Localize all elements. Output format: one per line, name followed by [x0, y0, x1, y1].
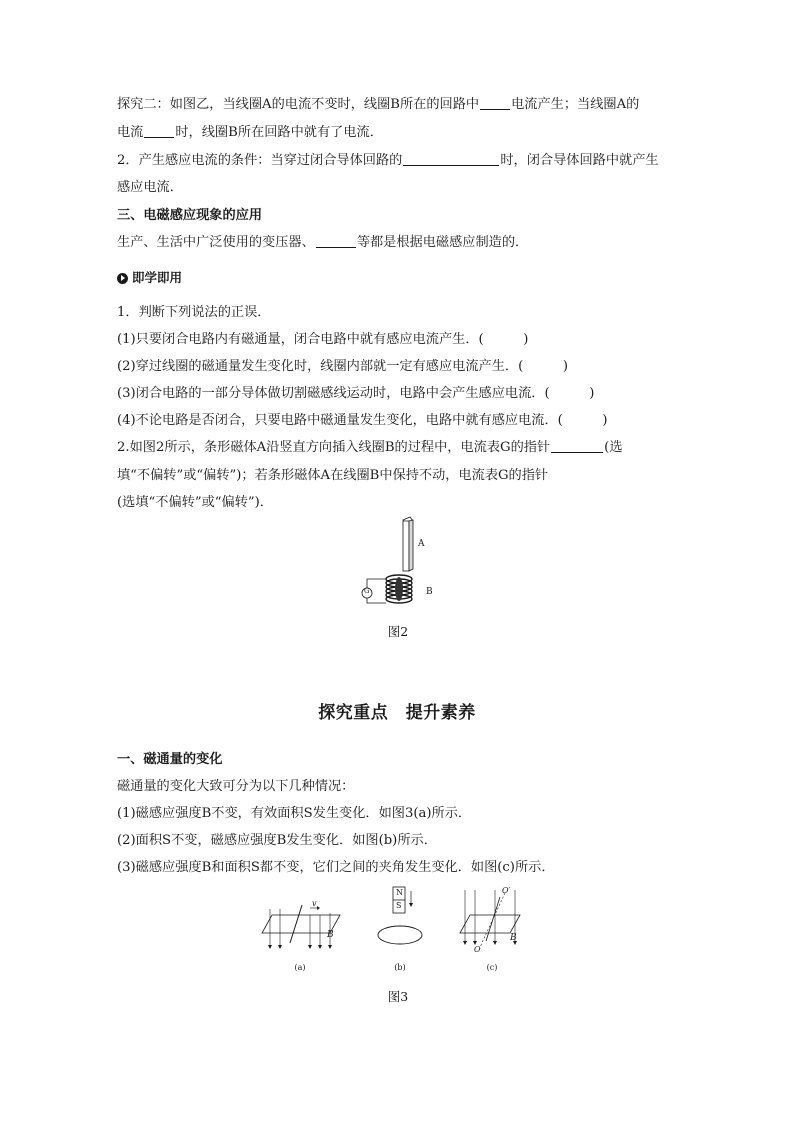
- text: (选: [604, 440, 623, 455]
- case-3: (3)磁感应强度B和面积S都不变，它们之间的夹角发生变化．如图(c)所示．: [117, 860, 555, 875]
- question-1-item-2: (2)穿过线圈的磁通量发生变化时，线圈内部就一定有感应电流产生．( ): [117, 359, 568, 374]
- text: 电流: [117, 125, 144, 140]
- case-1: (1)磁感应强度B不变，有效面积S发生变化．如图3(a)所示．: [117, 806, 472, 821]
- fig3c-label-o2: O: [474, 945, 481, 954]
- question-1-item-4: (4)不论电路是否闭合，只要电路中磁通量发生变化，电路中就有感应电流．( ): [117, 413, 608, 428]
- fig3a-label-b: B: [327, 930, 334, 940]
- fig2-caption: 图2: [387, 624, 409, 639]
- fig3a-label-v: v: [312, 899, 317, 908]
- fig3c-label-o1: O′: [502, 886, 511, 895]
- text: 电流产生；当线圈A的: [511, 97, 640, 112]
- answer-blank[interactable]: [144, 123, 174, 138]
- answer-blank[interactable]: [480, 95, 510, 110]
- answer-blank[interactable]: [551, 438, 603, 453]
- paragraph-condition-line1: [117, 151, 679, 171]
- play-circle-icon: [117, 273, 128, 284]
- figure-2-magnet-coil: [355, 515, 445, 615]
- case-2: (2)面积S不变，磁感应强度B发生变化．如图(b)所示．: [117, 833, 437, 848]
- fig3b-label-n: N: [396, 888, 403, 897]
- question-1: 1．判断下列说法的正误．: [117, 305, 271, 320]
- coil-b: [386, 575, 412, 603]
- fig3b-label-s: S: [396, 901, 402, 910]
- practice-tag: [117, 268, 679, 290]
- fig3-caption: 图3: [387, 989, 409, 1004]
- practice-tag-label: 即学即用: [132, 270, 183, 285]
- fig2-label-b: B: [426, 587, 433, 597]
- fig2-label-a: A: [418, 539, 425, 549]
- question-2-line1: [117, 438, 679, 458]
- text: 生产、生活中广泛使用的变压器、: [117, 235, 315, 250]
- fig3c-label-b: B: [510, 933, 517, 943]
- answer-blank[interactable]: [316, 233, 356, 248]
- paragraph-condition-line2: 感应电流．: [117, 180, 183, 195]
- section-title: 探究重点 提升素养: [318, 703, 476, 723]
- text: 2．产生感应电流的条件：当穿过闭合导体回路的: [117, 153, 403, 168]
- fig3b-caption: (b): [394, 963, 406, 972]
- text: 时，线圈B所在回路中就有了电流．: [175, 125, 383, 140]
- fig3a-caption: (a): [294, 963, 306, 972]
- heading-applications: 三、电磁感应现象的应用: [117, 208, 263, 223]
- answer-blank[interactable]: [403, 151, 499, 166]
- paragraph-applications: [117, 233, 679, 253]
- text: 时，闭合导体回路中就产生: [500, 153, 659, 168]
- text: 探究二：如图乙，当线圈A的电流不变时，线圈B所在的回路中: [117, 97, 480, 112]
- figure-3-flux-cases: [260, 885, 540, 965]
- fig3c-caption: (c): [486, 963, 498, 972]
- paragraph-explore2-line2: [117, 123, 679, 143]
- heading-flux-change: 一、磁通量的变化: [117, 752, 223, 767]
- question-1-item-1: (1)只要闭合电路内有磁通量，闭合电路中就有感应电流产生．( ): [117, 332, 529, 347]
- question-2-line3: (选填“不偏转”或“偏转”)．: [117, 495, 273, 510]
- text: 2.如图2所示，条形磁体A沿竖直方向插入线圈B的过程中，电流表G的指针: [117, 440, 551, 455]
- fig3a-sliding-rod: [262, 905, 340, 949]
- question-1-item-3: (3)闭合电路的一部分导体做切割磁感线运动时，电路中会产生感应电流．( ): [117, 386, 595, 401]
- paragraph-explore2-line1: [117, 95, 679, 115]
- fig2-label-g: G: [364, 587, 370, 595]
- text: 等都是根据电磁感应制造的．: [356, 235, 529, 250]
- question-2-line2: 填“不偏转”或“偏转”)；若条形磁体A在线圈B中保持不动，电流表G的指针: [117, 468, 549, 483]
- paragraph-flux-intro: 磁通量的变化大致可分为以下几种情况：: [117, 779, 355, 794]
